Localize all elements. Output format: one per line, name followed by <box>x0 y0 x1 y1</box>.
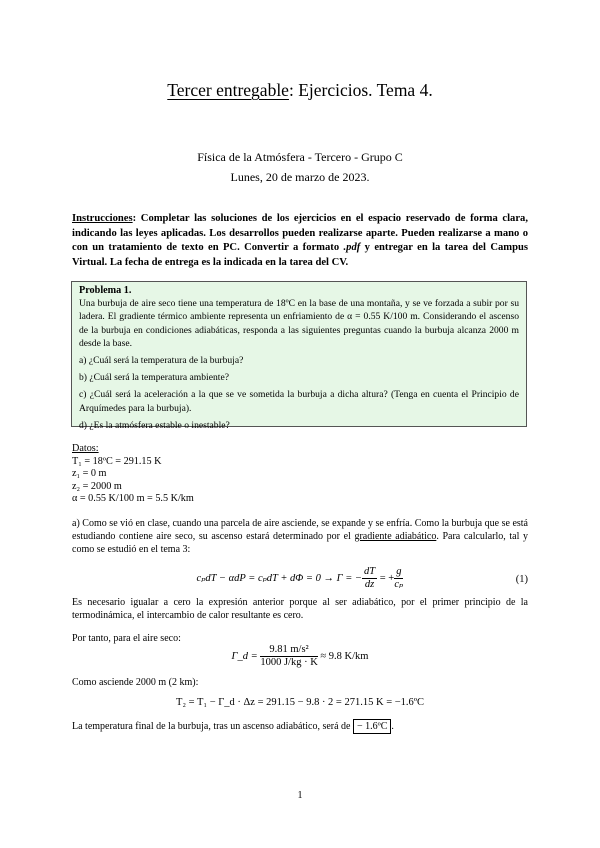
final-answer-box: − 1.6ºC <box>353 719 391 734</box>
eq1-frac-den: dz <box>364 579 375 590</box>
datos-heading: Datos: <box>72 443 99 454</box>
solution-text: . Para calcularlo, tal y como se estudió en el tema 3: <box>72 531 528 555</box>
datos-line: α = 0.55 K/100 m = 5.5 K/km <box>72 493 194 505</box>
eq2-fraction <box>260 644 317 669</box>
instructions <box>72 212 528 270</box>
solution-paragraph-4: Como asciende 2000 m (2 km): <box>72 677 199 688</box>
equation-number: (1) <box>515 574 528 585</box>
question-a: a) ¿Cuál será la temperatura de la burbuja? <box>79 355 244 367</box>
problem-heading: Problema 1. <box>79 285 132 296</box>
question-b: b) ¿Cuál será la temperatura ambiente? <box>79 372 229 384</box>
instructions-format: .pdf <box>343 242 361 253</box>
eq1-frac-num: dT <box>364 566 376 577</box>
eq1-fraction-gcp <box>394 566 403 591</box>
datos-line: T₁ = 18ºC = 291.15 K <box>72 455 162 467</box>
eq2-right: ≈ 9.8 K/km <box>320 650 369 662</box>
eq1-frac-num: g <box>396 566 402 577</box>
datos-line: z₁ = 0 m <box>72 468 107 480</box>
eq2-left: Γ_d = <box>231 650 258 662</box>
solution-text: a) Como se vió en clase, cuando una parcela de aire asciende, se expande y se enfría. Como la burbuja que se está estudiando contiene aire seco, su ascenso estará determinado por el <box>72 518 528 542</box>
solution-text: La temperatura final de la burbuja, tras un ascenso adiabático, será de <box>72 721 353 732</box>
title-underlined: Tercer entregable <box>167 80 289 100</box>
solution-text: . <box>391 721 394 732</box>
equation-2 <box>72 644 528 669</box>
solution-paragraph-5 <box>72 719 528 734</box>
solution-paragraph-2: Es necesario igualar a cero la expresión anterior porque al ser adiabático, por el primer principio de la termodinámica, el intercambio de calor resultante es cero. <box>72 597 528 621</box>
eq1-frac-den: cₚ <box>394 579 404 590</box>
instructions-label: Instrucciones <box>72 213 133 224</box>
eq1-mid: = + <box>377 572 395 584</box>
instructions-text2: y entregar en la tarea del Campus Virtual. La fecha de entrega es la indicada en la tarea del CV. <box>72 242 528 268</box>
title-rest: : Ejercicios. Tema 4. <box>288 80 433 100</box>
eq2-frac-den: 1000 J/kg · K <box>260 657 318 668</box>
date-line: Lunes, 20 de marzo de 2023. <box>230 170 370 184</box>
course-line: Física de la Atmósfera - Tercero - Grupo C <box>197 150 403 164</box>
gradiente-adiabatico: gradiente adiabático <box>354 531 437 542</box>
page-title <box>0 80 600 101</box>
equation-1 <box>72 566 528 591</box>
eq2-frac-num: 9.81 m/s² <box>260 644 317 657</box>
question-c: c) ¿Cuál será la aceleración a la que se ve sometida la burbuja a dicha altura? (Tenga en cuenta el Principio de Arquímedes para la burbuja). <box>79 389 519 414</box>
eq1-fraction-dtdz <box>362 566 377 591</box>
solution-paragraph-1 <box>72 517 528 556</box>
problem-statement: Una burbuja de aire seco tiene una temperatura de 18ºC en la base de una montaña, y se ve forzada a subir por su ladera. El gradiente térmico ambiente representa un enfriamiento de α = 0.55 K/100 m. Considerando el ascenso de la burbuja en condiciones adiabáticas, responda a las siguientes preguntas cuando la burbuja alcanza 2000 m desde la base. <box>79 298 519 349</box>
question-d: d) ¿Es la atmósfera estable o inestable? <box>79 419 230 431</box>
instructions-text: : Completar las soluciones de los ejercicios en el espacio reservado de forma clara, indicando las leyes aplicadas. Los desarrollos pueden realizarse aparte. Pueden realizarse a mano o con un tratamiento de texto en PC. Convertir a formato <box>72 213 528 253</box>
datos-block <box>72 443 194 506</box>
equation-3: T₂ = T₁ − Γ_d · Δz = 291.15 − 9.8 · 2 = 271.15 K = −1.6ºC <box>175 697 425 708</box>
solution-paragraph-3: Por tanto, para el aire seco: <box>72 633 181 644</box>
datos-line: z₂ = 2000 m <box>72 480 122 492</box>
page-number: 1 <box>297 790 303 801</box>
eq1-left: cₚdT − αdP = cₚdT + dΦ = 0 → Γ = − <box>196 572 363 584</box>
problem-box <box>71 281 527 431</box>
